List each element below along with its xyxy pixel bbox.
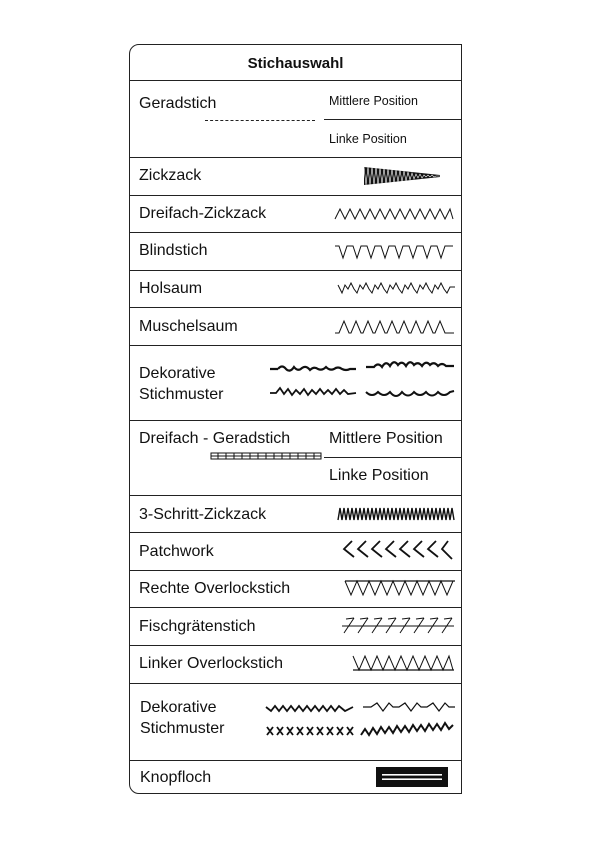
stitch-selection-table xyxy=(129,44,462,794)
option-divider xyxy=(324,457,461,458)
row-divider xyxy=(130,607,461,608)
fischgraetenstich-label: Fischgrätenstich xyxy=(139,618,256,635)
row-divider xyxy=(130,570,461,571)
hemstitch-pattern xyxy=(338,279,456,297)
geradstich-label: Geradstich xyxy=(139,95,217,112)
zickzack-label: Zickzack xyxy=(139,167,202,184)
dreifach-geradstich-option-middle[interactable]: Mittlere Position xyxy=(329,430,443,447)
option-divider xyxy=(324,119,461,120)
row-divider xyxy=(130,270,461,271)
holsaum-label: Holsaum xyxy=(139,280,203,297)
rechte-overlockstich-label: Rechte Overlockstich xyxy=(139,580,291,597)
dekorative-label-line2: Stichmuster xyxy=(139,386,224,403)
row-divider xyxy=(130,683,461,684)
herringbone-pattern xyxy=(340,615,456,637)
decorative-stitch-patterns-2 xyxy=(265,695,457,743)
blindstich-label: Blindstich xyxy=(139,242,208,259)
row-divider xyxy=(130,80,461,81)
dreifach-zickzack-label: Dreifach-Zickzack xyxy=(139,205,267,222)
row-divider xyxy=(130,345,461,346)
table-title: Stichauswahl xyxy=(247,55,344,72)
triple-zigzag-pattern xyxy=(335,206,455,222)
buttonhole-pattern xyxy=(376,767,448,787)
row-divider xyxy=(130,495,461,496)
dekorative-label-line1: Dekorative xyxy=(139,365,216,382)
dreifach-geradstich-option-left[interactable]: Linke Position xyxy=(329,467,429,484)
row-divider xyxy=(130,195,461,196)
row-divider xyxy=(130,760,461,761)
row-divider xyxy=(130,307,461,308)
dekorative-2-label-line2: Stichmuster xyxy=(140,720,225,737)
dekorative-2-label-line1: Dekorative xyxy=(140,699,217,716)
linker-overlockstich-label: Linker Overlockstich xyxy=(139,655,284,672)
row-divider xyxy=(130,645,461,646)
muschelsaum-label: Muschelsaum xyxy=(139,318,238,335)
row-divider xyxy=(130,232,461,233)
dreifach-geradstich-label: Dreifach - Geradstich xyxy=(139,430,291,447)
row-divider xyxy=(130,420,461,421)
triple-straight-stitch-pattern xyxy=(210,452,322,460)
right-overlock-pattern xyxy=(344,579,456,597)
row-divider xyxy=(130,157,461,158)
decorative-stitch-patterns xyxy=(268,358,458,406)
geradstich-option-middle[interactable]: Mittlere Position xyxy=(329,94,418,108)
row-divider xyxy=(130,532,461,533)
zigzag-stitch-pattern xyxy=(360,165,445,187)
geradstich-option-left[interactable]: Linke Position xyxy=(329,132,407,146)
blind-stitch-pattern xyxy=(335,244,455,260)
patchwork-label: Patchwork xyxy=(139,543,214,560)
shell-hem-pattern xyxy=(335,318,455,336)
drei-schritt-zickzack-label: 3-Schritt-Zickzack xyxy=(139,506,267,523)
patchwork-chevron-pattern xyxy=(342,539,454,561)
knopfloch-label: Knopfloch xyxy=(140,769,212,786)
three-step-zigzag-pattern xyxy=(338,506,456,522)
left-overlock-pattern xyxy=(352,654,456,672)
straight-stitch-pattern xyxy=(205,120,315,121)
